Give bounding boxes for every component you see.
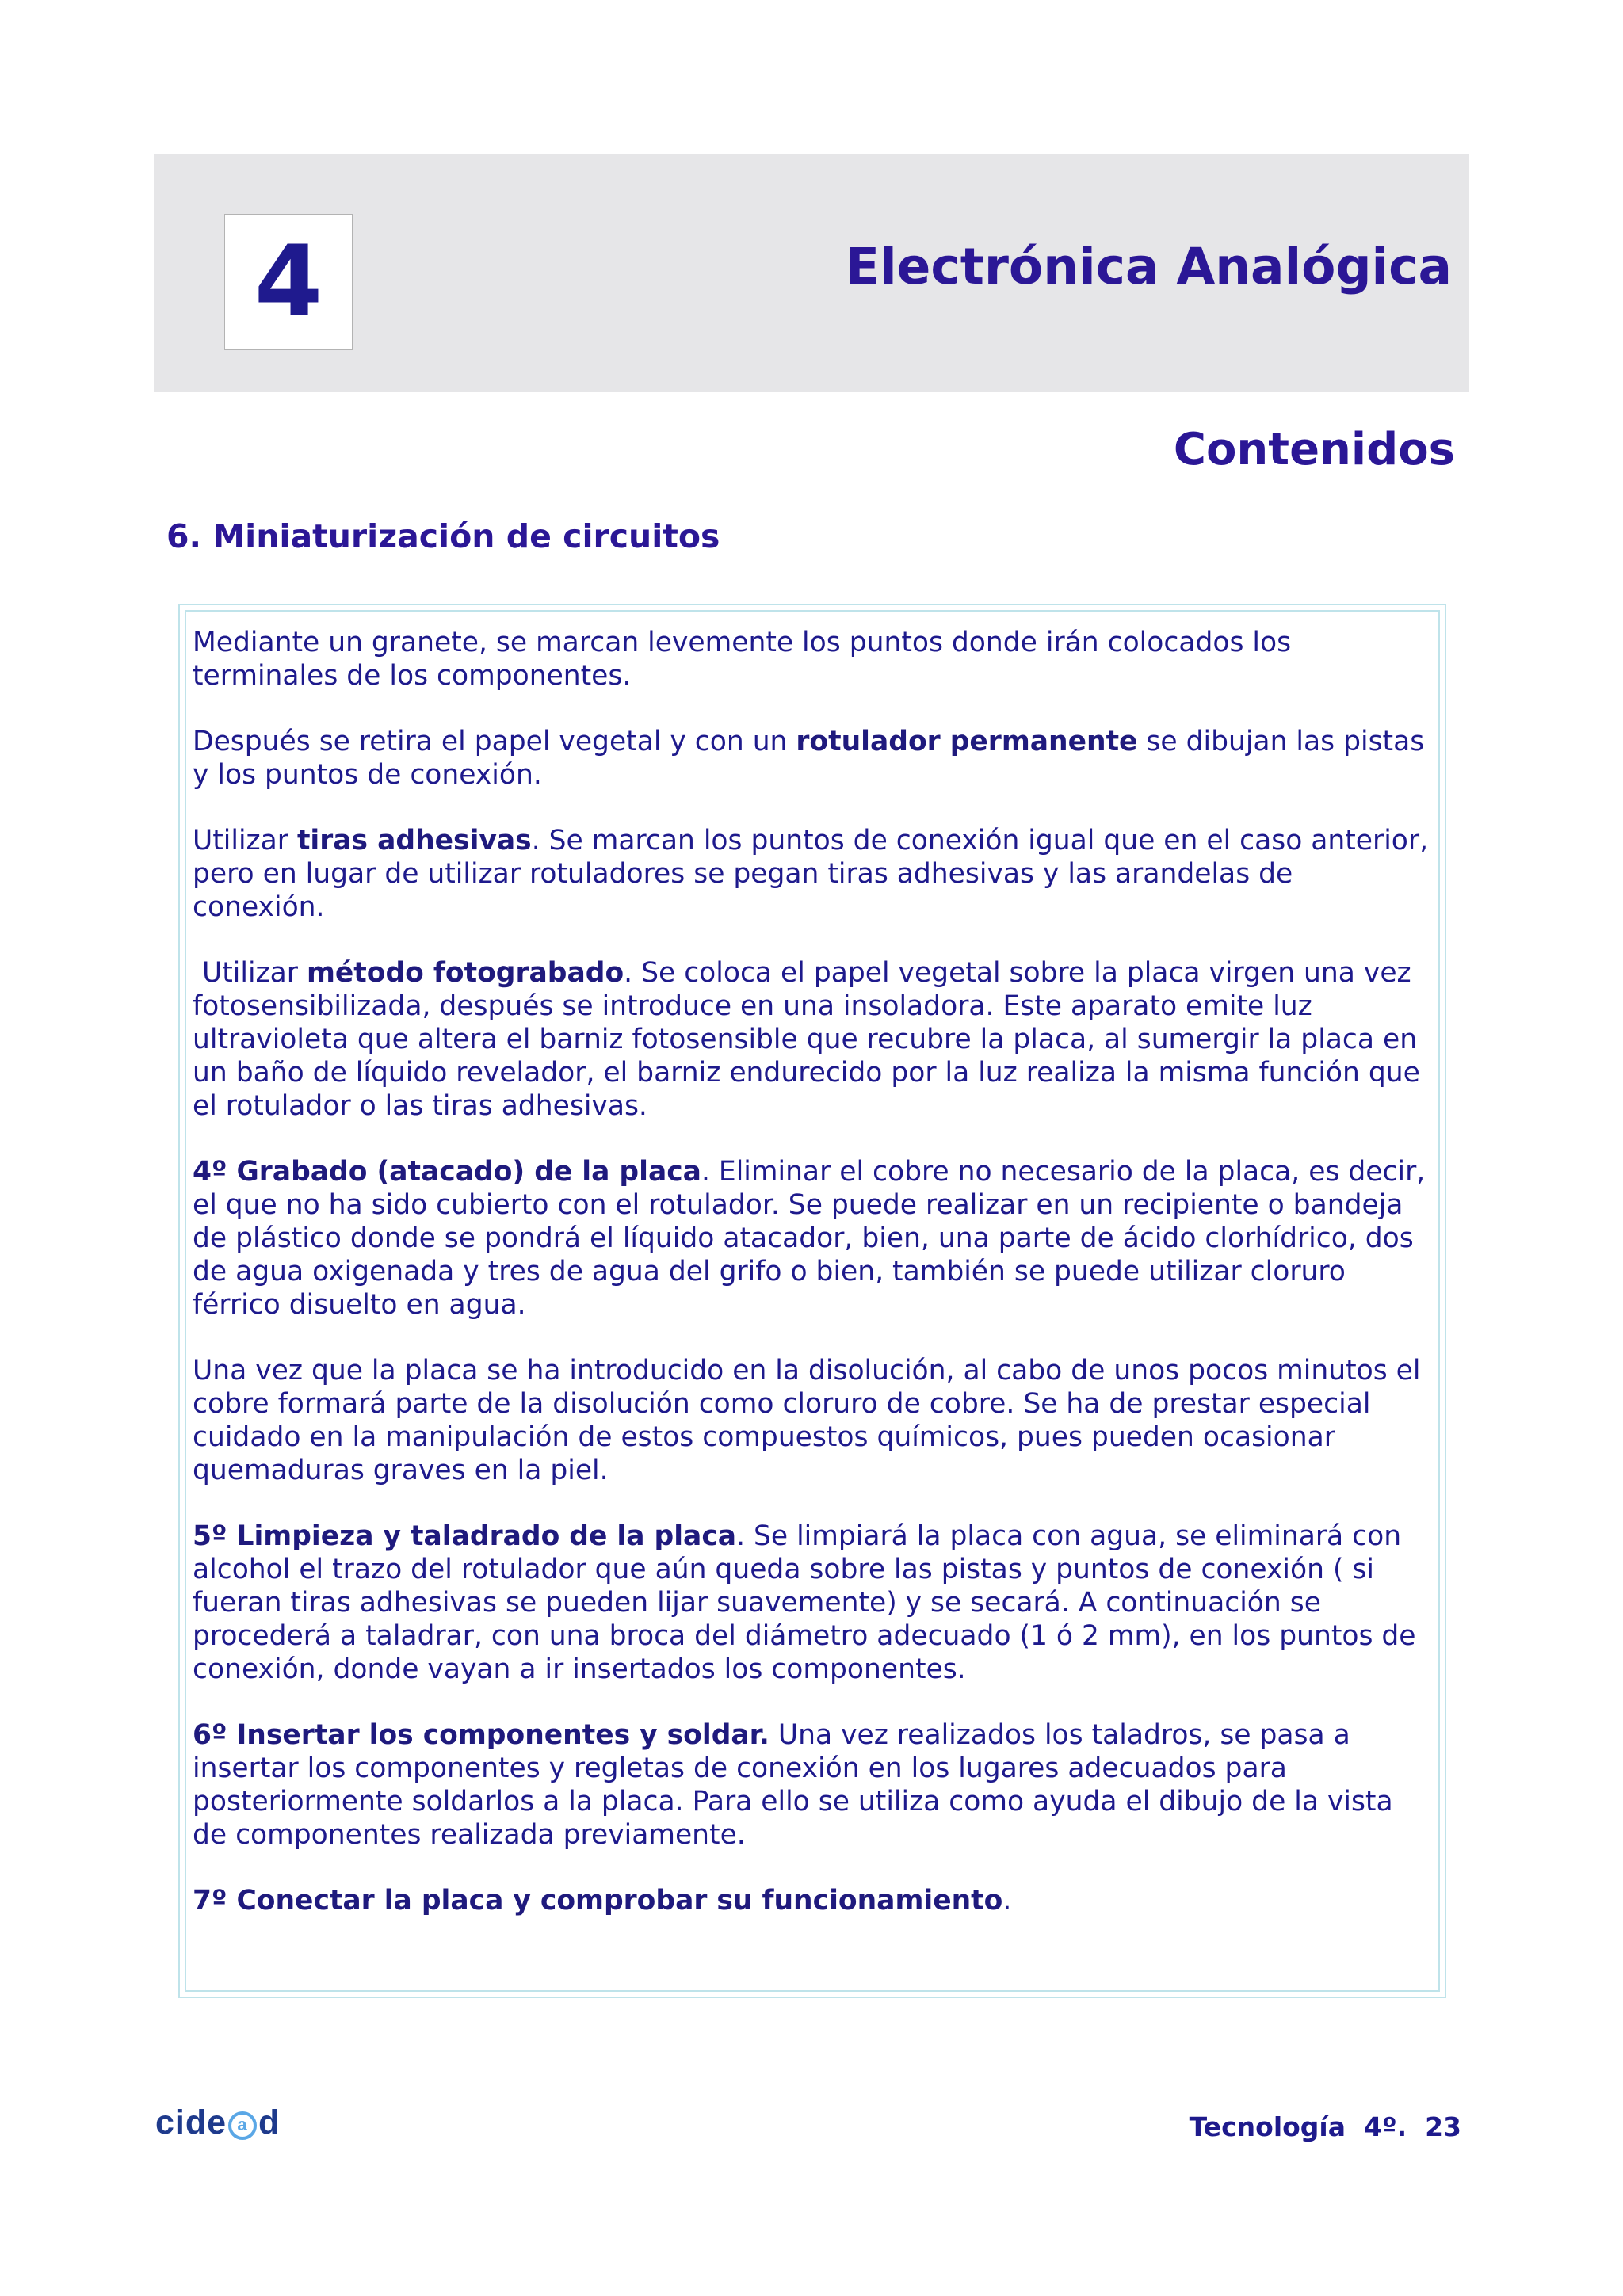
paragraph-bold: 4º Grabado (atacado) de la placa xyxy=(193,1156,701,1188)
paragraph-text: Mediante un granete, se marcan levemente los puntos donde irán colocados los terminales de los componentes. xyxy=(193,627,1292,692)
paragraph-text: . xyxy=(1002,1885,1012,1917)
paragraph-limpieza xyxy=(193,1520,1430,1686)
footer-page-label: Tecnología 4º. 23 xyxy=(1189,2111,1461,2142)
paragraph-pre: Después se retira el papel vegetal y con un xyxy=(193,726,796,757)
paragraph-text: . Se limpiará la placa con agua, se eliminará con alcohol el trazo del rotulador que aún queda sobre las pistas y puntos de conexión ( si fueran tiras adhesivas se pueden lijar suavemente) y se secará. A continuación se procederá a taladrar, con una broca del diámetro adecuado (1 ó 2 mm), en los puntos de conexión, donde vayan a ir insertados los componentes. xyxy=(193,1520,1416,1685)
paragraph-insertar xyxy=(193,1718,1430,1852)
paragraph-tiras xyxy=(193,824,1430,924)
paragraph-text: Una vez que la placa se ha introducido en la disolución, al cabo de unos pocos minutos el cobre formará parte de la disolución como cloruro de cobre. Se ha de prestar especial cuidado en la manipulación de estos compuestos químicos, pues pueden ocasionar quemaduras graves en la piel. xyxy=(193,1355,1421,1486)
content-body xyxy=(185,610,1440,1992)
chapter-number: 4 xyxy=(224,214,353,350)
paragraph-granete xyxy=(193,626,1430,692)
cidead-logo xyxy=(155,2103,280,2142)
paragraph-bold: tiras adhesivas xyxy=(296,825,532,856)
paragraph-text: Una vez realizados los taladros, se pasa a insertar los componentes y regletas de conexión en los lugares adecuados para posteriormente soldarlos a la placa. Para ello se utiliza como ayuda el dibujo de la vista de componentes realizada previamente. xyxy=(193,1719,1393,1851)
paragraph-bold: rotulador permanente xyxy=(796,726,1138,757)
paragraph-text: . Eliminar el cobre no necesario de la placa, es decir, el que no ha sido cubierto con el rotulador. Se puede realizar en un recipiente o bandeja de plástico donde se pondrá el líquido atacador, bien, una parte de ácido clorhídrico, dos de agua oxigenada y tres de agua del grifo o bien, también se puede utilizar cloruro férrico disuelto en agua. xyxy=(193,1156,1426,1321)
section-title: 6. Miniaturización de circuitos xyxy=(166,517,720,555)
paragraph-fotograbado xyxy=(193,956,1430,1123)
paragraph-pre: Utilizar xyxy=(193,825,297,856)
paragraph-bold: 6º Insertar los componentes y soldar. xyxy=(193,1719,769,1751)
chapter-title: Electrónica Analógica xyxy=(846,238,1452,296)
paragraph-disolucion xyxy=(193,1354,1430,1487)
paragraph-pre: Utilizar xyxy=(202,957,307,989)
paragraph-conectar xyxy=(193,1884,1430,1917)
paragraph-rotulador xyxy=(193,725,1430,791)
paragraph-text: . Se marcan los puntos de conexión igual que en el caso anterior, pero en lugar de utilizar rotuladores se pegan tiras adhesivas y las arandelas de conexión. xyxy=(193,825,1429,923)
paragraph-text: . Se coloca el papel vegetal sobre la placa virgen una vez fotosensibilizada, después se introduce en una insoladora. Este aparato emite luz ultravioleta que altera el barniz fotosensible que recubre la placa, al sumergir la placa en un baño de líquido revelador, el barniz endurecido por la luz realiza la misma función que el rotulador o las tiras adhesivas. xyxy=(193,957,1420,1122)
logo-text-left: cide xyxy=(155,2103,227,2142)
logo-text-right: d xyxy=(258,2103,281,2142)
paragraph-bold: método fotograbado xyxy=(306,957,624,989)
paragraph-bold: 7º Conectar la placa y comprobar su funcionamiento xyxy=(193,1885,1003,1917)
content-frame xyxy=(178,604,1446,1998)
paragraph-grabado xyxy=(193,1155,1430,1322)
paragraph-text: se dibujan las pistas y los puntos de conexión. xyxy=(193,726,1425,791)
contents-heading: Contenidos xyxy=(1173,424,1455,475)
paragraph-bold: 5º Limpieza y taladrado de la placa xyxy=(193,1520,737,1552)
logo-at-icon: a xyxy=(228,2111,257,2140)
